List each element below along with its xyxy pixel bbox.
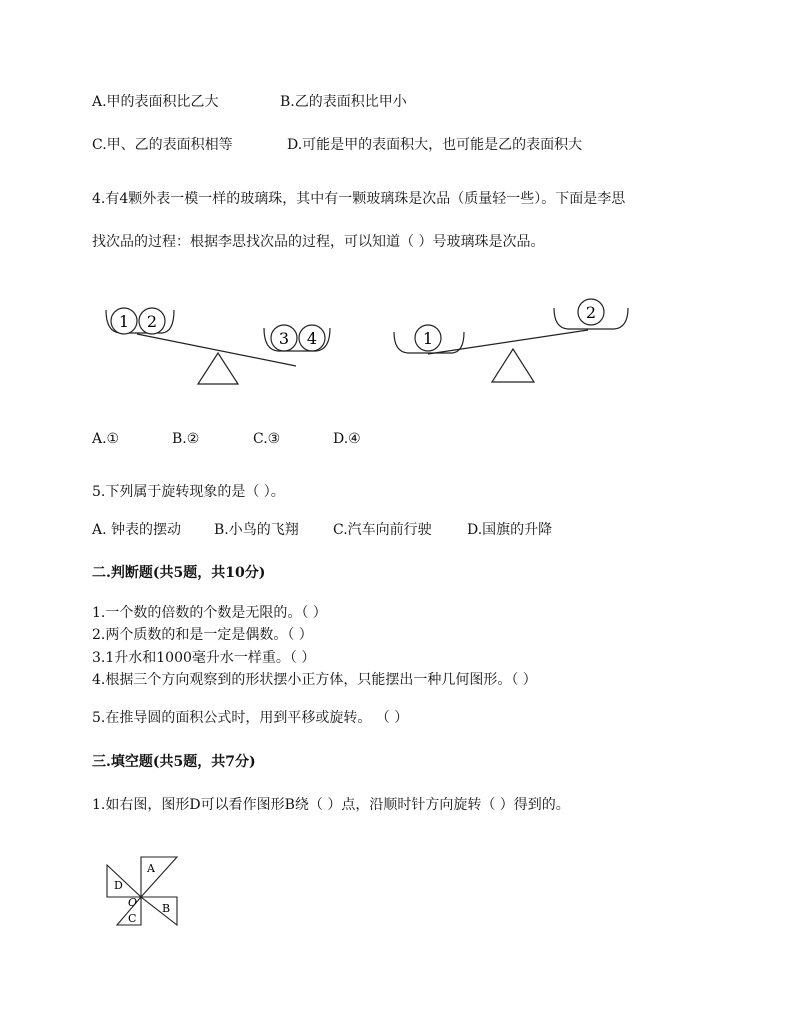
q4-option-b: B.② (172, 431, 200, 447)
q4-option-d: D.④ (333, 431, 361, 447)
q4-option-a: A.① (92, 431, 120, 447)
section3-title: 三.填空题(共5题，共7分) (92, 754, 256, 770)
q4-stem-line1: 4.有4颗外表一模一样的玻璃珠，其中有一颗玻璃珠是次品（质量轻一些）。下面是李思 (92, 191, 626, 207)
q5-option-c: C.汽车向前行驶 (333, 522, 432, 538)
q4-option-c: C.③ (253, 431, 281, 447)
judge-item-5: 5.在推导圆的面积公式时，用到平移或旋转。 （ ） (92, 710, 409, 726)
ball-label: 3 (278, 329, 290, 348)
ball-label: 1 (422, 329, 434, 348)
ball-label: 2 (146, 312, 158, 331)
ball-label: 1 (118, 312, 130, 331)
q3-option-c: C.甲、乙的表面积相等 (92, 137, 233, 153)
q5-option-b: B.小鸟的飞翔 (214, 522, 299, 538)
q5-option-a: A. 钟表的摆动 (92, 522, 182, 538)
region-label: B (162, 902, 171, 915)
q3-option-b: B.乙的表面积比甲小 (280, 94, 407, 110)
balance-figure-2 (388, 296, 633, 391)
judge-item-1: 1.一个数的倍数的个数是无限的。（ ） (92, 605, 327, 621)
judge-item-3: 3.1升水和1000毫升水一样重。（ ） (92, 650, 316, 666)
q5-option-d: D.国旗的升降 (467, 522, 553, 538)
region-label: C (128, 912, 137, 925)
judge-item-4: 4.根据三个方向观察到的形状摆小正方体，只能摆出一种几何图形。（ ） (92, 672, 537, 688)
region-label: O (128, 896, 138, 909)
q3-option-a: A.甲的表面积比乙大 (92, 94, 219, 110)
q4-stem-line2: 找次品的过程：根据李思找次品的过程，可以知道（ ）号玻璃珠是次品。 (92, 234, 545, 250)
q5-stem: 5.下列属于旋转现象的是（ ）。 (92, 484, 285, 500)
region-label: D (114, 879, 123, 892)
section2-title: 二.判断题(共5题，共10分) (92, 565, 266, 581)
judge-item-2: 2.两个质数的和是一定是偶数。（ ） (92, 627, 313, 643)
balance-figure-1 (100, 298, 340, 393)
region-label: A (147, 862, 155, 875)
fill-q1-stem: 1.如右图，图形D可以看作图形B绕（ ）点，沿顺时针方向旋转（ ）得到的。 (92, 797, 570, 813)
ball-label: 2 (585, 303, 597, 322)
rotation-figure (106, 854, 182, 930)
q3-option-d: D.可能是甲的表面积大，也可能是乙的表面积大 (287, 137, 583, 153)
ball-label: 4 (306, 329, 318, 348)
